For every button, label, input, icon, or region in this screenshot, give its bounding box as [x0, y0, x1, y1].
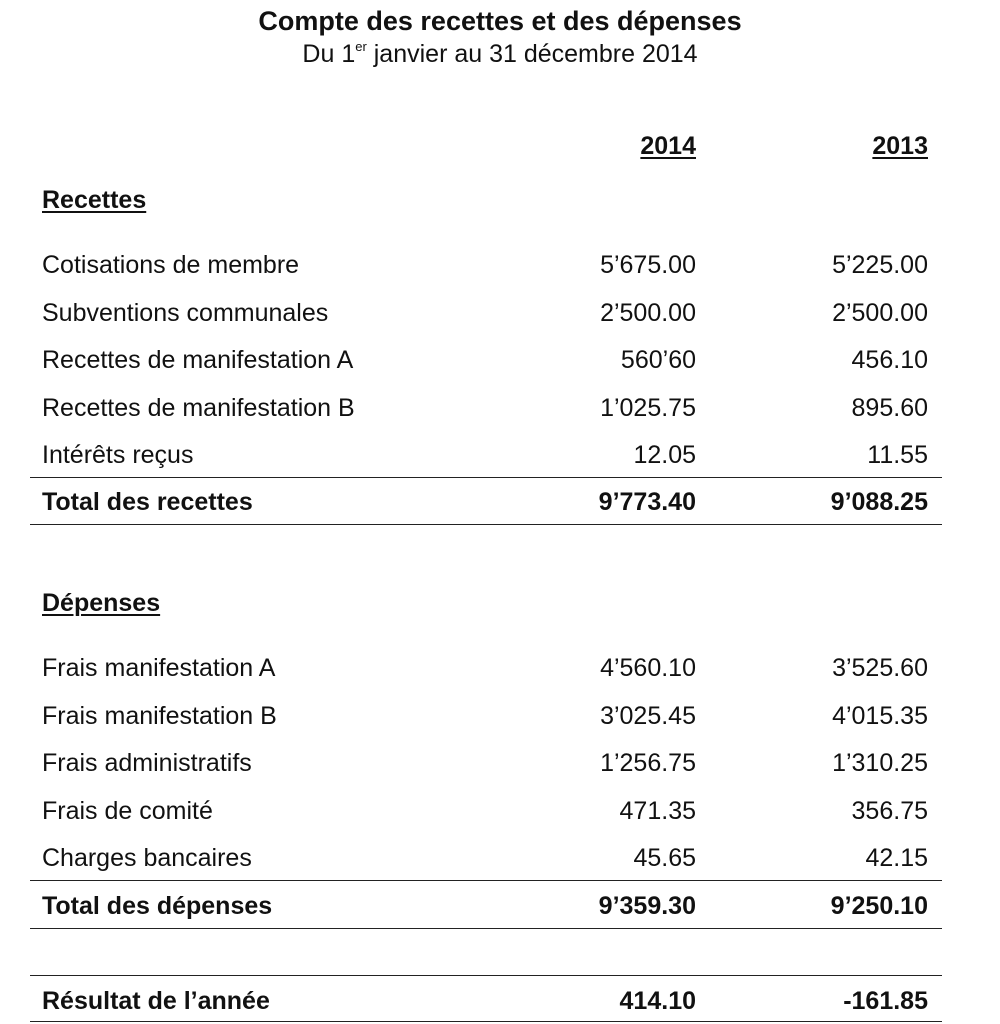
divider	[30, 880, 942, 881]
divider	[30, 928, 942, 929]
total-value-2013: 9’250.10	[830, 892, 928, 920]
subtitle-prefix: Du 1	[302, 40, 356, 68]
value-2014: 560’60	[620, 346, 696, 374]
value-2013: 456.10	[851, 346, 928, 374]
subtitle-superscript: er	[355, 39, 367, 54]
divider	[30, 975, 942, 976]
total-label: Total des recettes	[42, 488, 253, 516]
row-label: Intérêts reçus	[42, 441, 194, 469]
total-row-recettes	[0, 482, 1000, 522]
table-row	[0, 388, 1000, 428]
value-2013: 895.60	[851, 394, 928, 422]
section-heading-recettes: Recettes	[42, 186, 147, 214]
result-label: Résultat de l’année	[42, 987, 270, 1015]
table-row	[0, 435, 1000, 475]
value-2014: 471.35	[619, 797, 696, 825]
row-label: Frais administratifs	[42, 749, 252, 777]
value-2014: 12.05	[633, 441, 696, 469]
column-header-2014: 2014	[640, 132, 696, 160]
result-value-2014: 414.10	[619, 987, 696, 1015]
table-row	[0, 838, 1000, 878]
result-row	[0, 981, 1000, 1021]
row-label: Recettes de manifestation A	[42, 346, 354, 374]
row-label: Frais manifestation B	[42, 702, 277, 730]
table-row	[0, 340, 1000, 380]
total-label: Total des dépenses	[42, 892, 273, 920]
document-subtitle	[0, 39, 1000, 73]
value-2014: 1’256.75	[600, 749, 696, 777]
row-label: Recettes de manifestation B	[42, 394, 355, 422]
value-2014: 2’500.00	[600, 299, 696, 327]
row-label: Charges bancaires	[42, 844, 252, 872]
subtitle-suffix: janvier au 31 décembre 2014	[366, 40, 698, 68]
table-row	[0, 743, 1000, 783]
value-2014: 4’560.10	[600, 654, 696, 682]
row-label: Subventions communales	[42, 299, 329, 327]
total-row-depenses	[0, 886, 1000, 926]
total-value-2014: 9’359.30	[598, 892, 696, 920]
value-2013: 42.15	[865, 844, 928, 872]
table-row	[0, 648, 1000, 688]
document-title: Compte des recettes et des dépenses	[258, 6, 742, 36]
value-2013: 356.75	[851, 797, 928, 825]
value-2014: 3’025.45	[600, 702, 696, 730]
section-heading-depenses: Dépenses	[42, 589, 161, 617]
column-header-2013: 2013	[872, 132, 928, 160]
value-2013: 3’525.60	[832, 654, 928, 682]
result-value-2013: -161.85	[843, 987, 928, 1015]
total-value-2014: 9’773.40	[598, 488, 696, 516]
value-2014: 5’675.00	[600, 251, 696, 279]
value-2014: 45.65	[633, 844, 696, 872]
value-2013: 1’310.25	[832, 749, 928, 777]
value-2013: 4’015.35	[832, 702, 928, 730]
value-2013: 5’225.00	[832, 251, 928, 279]
row-label: Frais de comité	[42, 797, 213, 825]
table-row	[0, 696, 1000, 736]
table-row	[0, 791, 1000, 831]
row-label: Cotisations de membre	[42, 251, 300, 279]
divider	[30, 477, 942, 478]
divider	[30, 524, 942, 525]
row-label: Frais manifestation A	[42, 654, 276, 682]
table-row	[0, 245, 1000, 285]
value-2013: 11.55	[867, 441, 928, 469]
total-value-2013: 9’088.25	[830, 488, 928, 516]
value-2014: 1’025.75	[600, 394, 696, 422]
value-2013: 2’500.00	[832, 299, 928, 327]
divider	[30, 1021, 942, 1022]
table-row	[0, 293, 1000, 333]
